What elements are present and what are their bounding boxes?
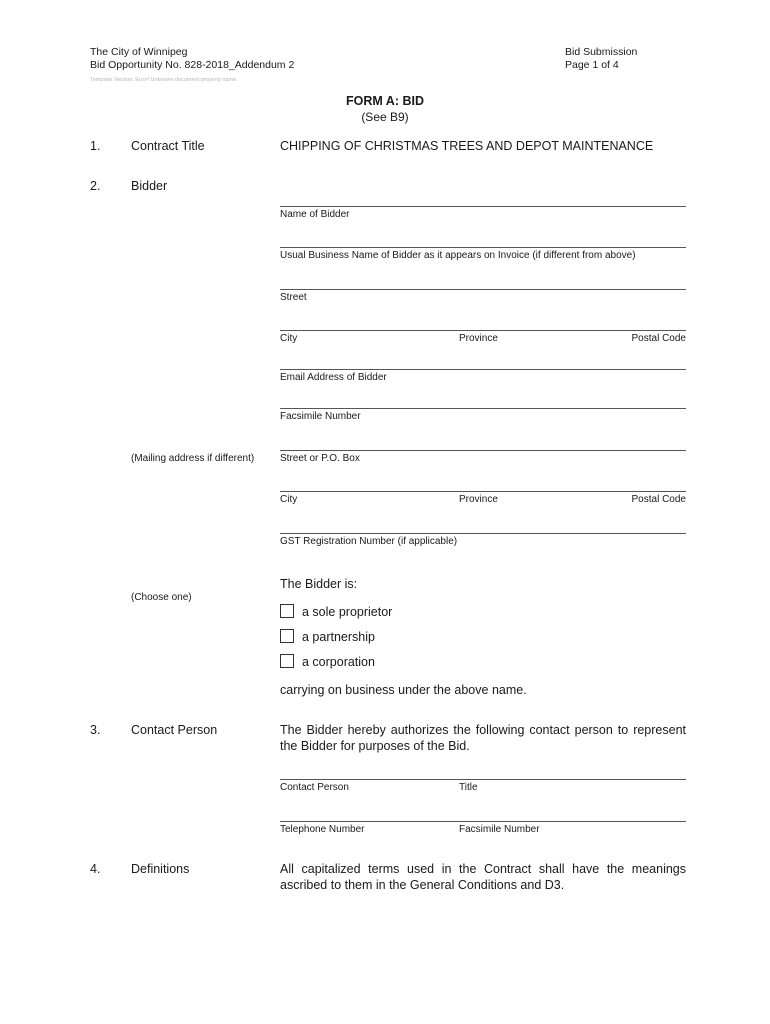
contact-person-label: Contact Person: [280, 782, 349, 793]
contact-person-line[interactable]: [280, 779, 686, 780]
header-bid-number: Bid Opportunity No. 828-2018_Addendum 2: [90, 59, 295, 71]
corporation-label: a corporation: [302, 655, 375, 669]
sole-proprietor-checkbox[interactable]: [280, 604, 294, 618]
choose-one-note: (Choose one): [131, 592, 192, 603]
po-box-line[interactable]: [280, 450, 686, 451]
mailing-postal-code-label: Postal Code: [631, 494, 686, 505]
gst-line[interactable]: [280, 533, 686, 534]
mailing-city-label: City: [280, 494, 298, 505]
mailing-city-province-postal-line[interactable]: [280, 491, 686, 492]
partnership-checkbox[interactable]: [280, 629, 294, 643]
section-3-number: 3.: [90, 723, 101, 737]
section-2-number: 2.: [90, 179, 101, 193]
telephone-fax-line[interactable]: [280, 821, 686, 822]
header-submission: Bid Submission: [565, 46, 638, 58]
email-line[interactable]: [280, 369, 686, 370]
province-label: Province: [459, 333, 498, 344]
gst-label: GST Registration Number (if applicable): [280, 536, 458, 547]
city-province-postal-line[interactable]: [280, 330, 686, 331]
business-name-label: Usual Business Name of Bidder as it appears on Invoice (if different from above): [280, 250, 636, 261]
po-box-label: Street or P.O. Box: [280, 453, 360, 464]
fax-label: Facsimile Number: [280, 411, 361, 422]
postal-code-label: Postal Code: [631, 333, 686, 344]
template-version: Template Version: Error! Unknown document property name.: [90, 77, 238, 83]
sole-proprietor-label: a sole proprietor: [302, 605, 393, 619]
telephone-label: Telephone Number: [280, 824, 365, 835]
section-4-number: 4.: [90, 862, 101, 876]
street-label: Street: [280, 292, 307, 303]
carrying-on-business-text: carrying on business under the above name.: [280, 683, 527, 697]
section-3-label: Contact Person: [131, 723, 218, 737]
form-title: FORM A: BID: [346, 94, 424, 108]
fax-line[interactable]: [280, 408, 686, 409]
bidder-type-heading: The Bidder is:: [280, 577, 358, 591]
corporation-checkbox[interactable]: [280, 654, 294, 668]
street-line[interactable]: [280, 289, 686, 290]
city-label: City: [280, 333, 298, 344]
section-1-number: 1.: [90, 139, 101, 153]
header-page-number: Page 1 of 4: [565, 59, 619, 71]
section-4-label: Definitions: [131, 862, 190, 876]
definitions-text: All capitalized terms used in the Contract shall have the meanings ascribed to them in the General Conditions and D3.: [280, 862, 686, 892]
contract-title-value: CHIPPING OF CHRISTMAS TREES AND DEPOT MAINTENANCE: [280, 139, 654, 153]
contact-authorization-text: The Bidder hereby authorizes the following contact person to represent the Bidder for purposes of the Bid.: [280, 723, 686, 753]
mailing-address-note: (Mailing address if different): [131, 453, 255, 464]
name-of-bidder-line[interactable]: [280, 206, 686, 207]
section-2-label: Bidder: [131, 179, 168, 193]
contact-title-label: Title: [459, 782, 478, 793]
business-name-line[interactable]: [280, 247, 686, 248]
name-of-bidder-label: Name of Bidder: [280, 209, 350, 220]
header-org: The City of Winnipeg: [90, 46, 188, 58]
contact-fax-label: Facsimile Number: [459, 824, 540, 835]
email-label: Email Address of Bidder: [280, 372, 387, 383]
form-see-reference: (See B9): [361, 110, 409, 124]
partnership-label: a partnership: [302, 630, 375, 644]
section-1-label: Contract Title: [131, 139, 205, 153]
mailing-province-label: Province: [459, 494, 498, 505]
